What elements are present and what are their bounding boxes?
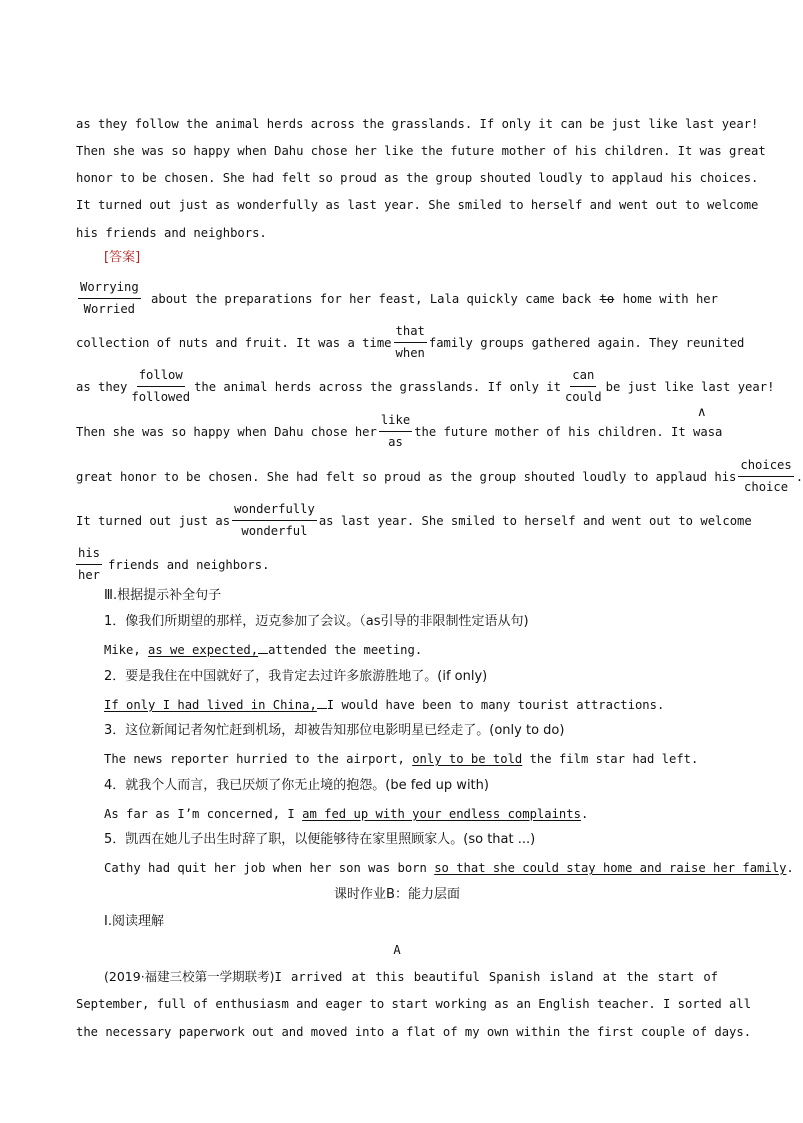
story-line: his friends and neighbors. <box>76 226 267 240</box>
section-heading: Ⅰ.阅读理解 <box>104 914 164 929</box>
answer-line-3: as they follow followed the animal herds across the grasslands. If only it can could be just like last year! <box>76 368 775 404</box>
passage-line: September, full of enthusiasm and eager to start working as an English teacher. I sorted all <box>76 997 752 1011</box>
question-cn: 4．就我个人而言，我已厌烦了你无止境的抱怨。(be fed up with) <box>104 778 489 793</box>
story-line: It turned out just as wonderfully as last year. She smiled to herself and went out to welcome <box>76 198 759 212</box>
answer-line-2: collection of nuts and fruit. It was a time that when family groups gathered again. They reunited <box>76 324 745 360</box>
correction-worrying: Worrying Worried <box>80 280 139 316</box>
page-section-title: 课时作业B：能力层面 <box>334 887 460 902</box>
answer-blank: as we expected, <box>148 643 259 657</box>
answer-sentence: If only I had lived in China, I would have been to many tourist attractions. <box>104 698 665 712</box>
correction-that: that when <box>395 324 425 360</box>
answer-line-1: Worrying Worried about the preparations for her feast, Lala quickly came back to home with her <box>80 280 718 316</box>
correction-wonderfully: wonderfully wonderful <box>234 502 315 538</box>
story-line: as they follow the animal herds across the grasslands. If only it can be just like last year! <box>76 117 759 131</box>
question-cn: 3．这位新闻记者匆忙赶到机场，却被告知那位电影明星已经走了。(only to do) <box>104 723 565 738</box>
correction-his: his her <box>78 546 101 582</box>
question-cn: 2．要是我住在中国就好了，我肯定去过许多旅游胜地了。(if only) <box>104 669 488 684</box>
answer-sentence: The news reporter hurried to the airport, only to be told the film star had left. <box>104 752 699 766</box>
passage-line: (2019·福建三校第一学期联考) I arrived at this beautiful Spanish island at the start of <box>104 969 718 984</box>
section-heading: Ⅲ.根据提示补全句子 <box>104 588 222 603</box>
answer-sentence: Cathy had quit her job when her son was born so that she could stay home and raise her family. <box>104 861 794 875</box>
answer-blank: only to be told <box>412 752 523 766</box>
answer-line-5: great honor to be chosen. She had felt so proud as the group shouted loudly to applaud his choices choice . <box>76 458 803 494</box>
answer-blank: am fed up with your endless complaints <box>302 807 581 821</box>
correction-choices: choices choice <box>740 458 792 494</box>
correction-follow: follow followed <box>131 368 191 404</box>
passage-line: the necessary paperwork out and moved into a flat of my own within the first couple of days. <box>76 1025 752 1039</box>
answer-sentence: Mike, as we expected, attended the meeting. <box>104 643 423 657</box>
passage-label: A <box>393 943 401 957</box>
question-cn: 1．像我们所期望的那样，迈克参加了会议。（as引导的非限制性定语从句) <box>104 614 529 629</box>
passage-source: (2019·福建三校第一学期联考) <box>104 969 275 984</box>
story-line: honor to be chosen. She had felt so proud as the group shouted loudly to applaud his choices. <box>76 171 759 185</box>
answer-blank: so that she could stay home and raise her family <box>434 861 787 875</box>
answer-sentence: As far as I’m concerned, I am fed up with your endless complaints. <box>104 807 589 821</box>
answer-blank: If only I had lived in China, <box>104 698 317 712</box>
answer-line-4: Then she was so happy when Dahu chose her like as the future mother of his children. It was a <box>76 413 723 449</box>
correction-like: like as <box>380 413 411 449</box>
answer-label: [答案] <box>104 250 141 265</box>
story-line: Then she was so happy when Dahu chose her like the future mother of his children. It was great <box>76 144 766 158</box>
answer-line-6: It turned out just as wonderfully wonderful as last year. She smiled to herself and went out to welcome <box>76 502 752 538</box>
answer-line-7: his her friends and neighbors. <box>78 546 270 582</box>
struck-word: to <box>599 291 615 306</box>
insert-caret-icon: ∧ <box>697 405 707 420</box>
question-cn: 5．凯西在她儿子出生时辞了职，以便能够待在家里照顾家人。(so that ...) <box>104 832 536 847</box>
inserted-word: a <box>715 424 723 439</box>
correction-can: can could <box>564 368 602 404</box>
